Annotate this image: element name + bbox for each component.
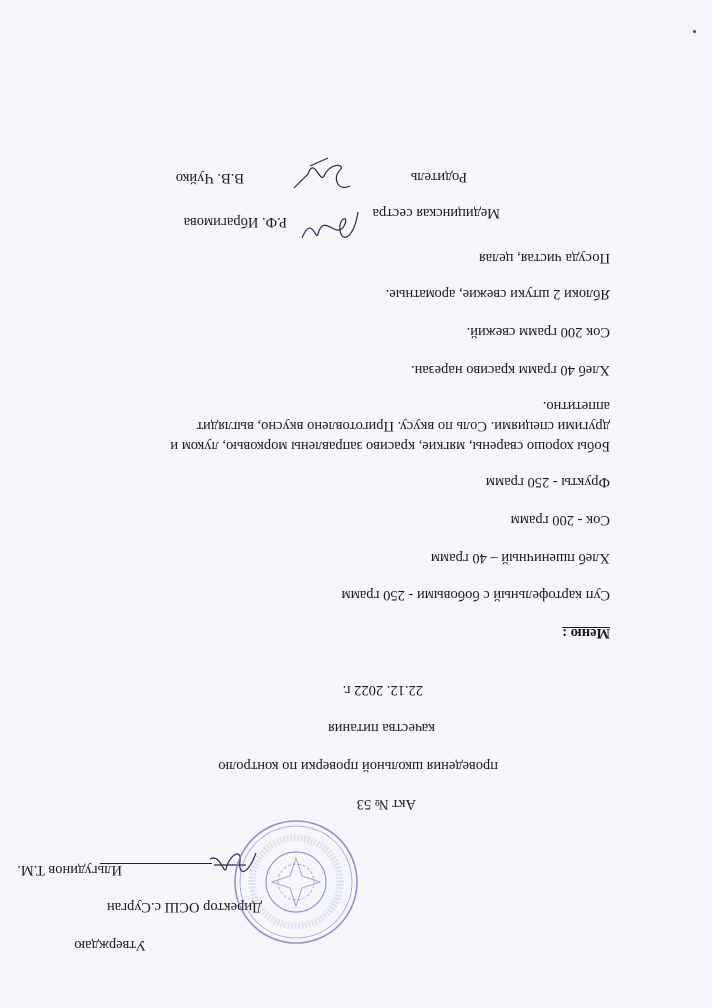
parent-name: В.В. Чуйко — [175, 170, 244, 186]
nurse-name: Р.Ф. Ибрагимова — [183, 214, 287, 230]
act-subject-line2: качества питания — [328, 720, 435, 736]
note-line: Хлеб 40 грамм красиво нарезан. — [410, 362, 610, 378]
act-number: Акт № 53 — [356, 796, 416, 812]
act-subject-line1: проведения школьной проверки по контролю — [218, 758, 498, 774]
director-name: Ильгудинов Т.М. — [17, 862, 122, 878]
menu-heading: Меню : — [562, 625, 610, 641]
official-seal-icon — [232, 818, 360, 946]
menu-item: Суп картофельный с бобовыми - 250 грамм — [341, 587, 610, 603]
note-line: другими специями. Соль по вкусу. Приготовлено вкусно, выглядит — [196, 418, 610, 434]
menu-item: Сок - 200 грамм — [510, 512, 610, 528]
menu-item: Фрукты - 250 грамм — [485, 474, 610, 490]
note-line: аппетитно. — [542, 398, 610, 414]
note-line: Бобы хорошо сварены, мягкие, красиво заправлены морковью, луком и — [170, 438, 610, 454]
note-line: Яблоки 2 штуки свежие, ароматные. — [385, 286, 610, 302]
parent-role: Родитель — [410, 169, 467, 185]
director-line: Директор ОСШ с.Сурган — [106, 899, 262, 915]
nurse-signature-icon — [294, 204, 364, 248]
nurse-role: Медицинская сестра — [372, 205, 500, 221]
menu-item: Хлеб пшеничный – 40 грамм — [430, 550, 610, 566]
note-line: Посуда чистая, целая — [479, 250, 610, 266]
parent-signature-icon — [290, 152, 354, 196]
approve-label: Утверждаю — [74, 937, 146, 953]
act-date: 22.12. 2022 г. — [342, 682, 423, 698]
note-line: Сок 200 грамм свежий. — [466, 324, 610, 340]
edge-dot — [693, 30, 696, 33]
